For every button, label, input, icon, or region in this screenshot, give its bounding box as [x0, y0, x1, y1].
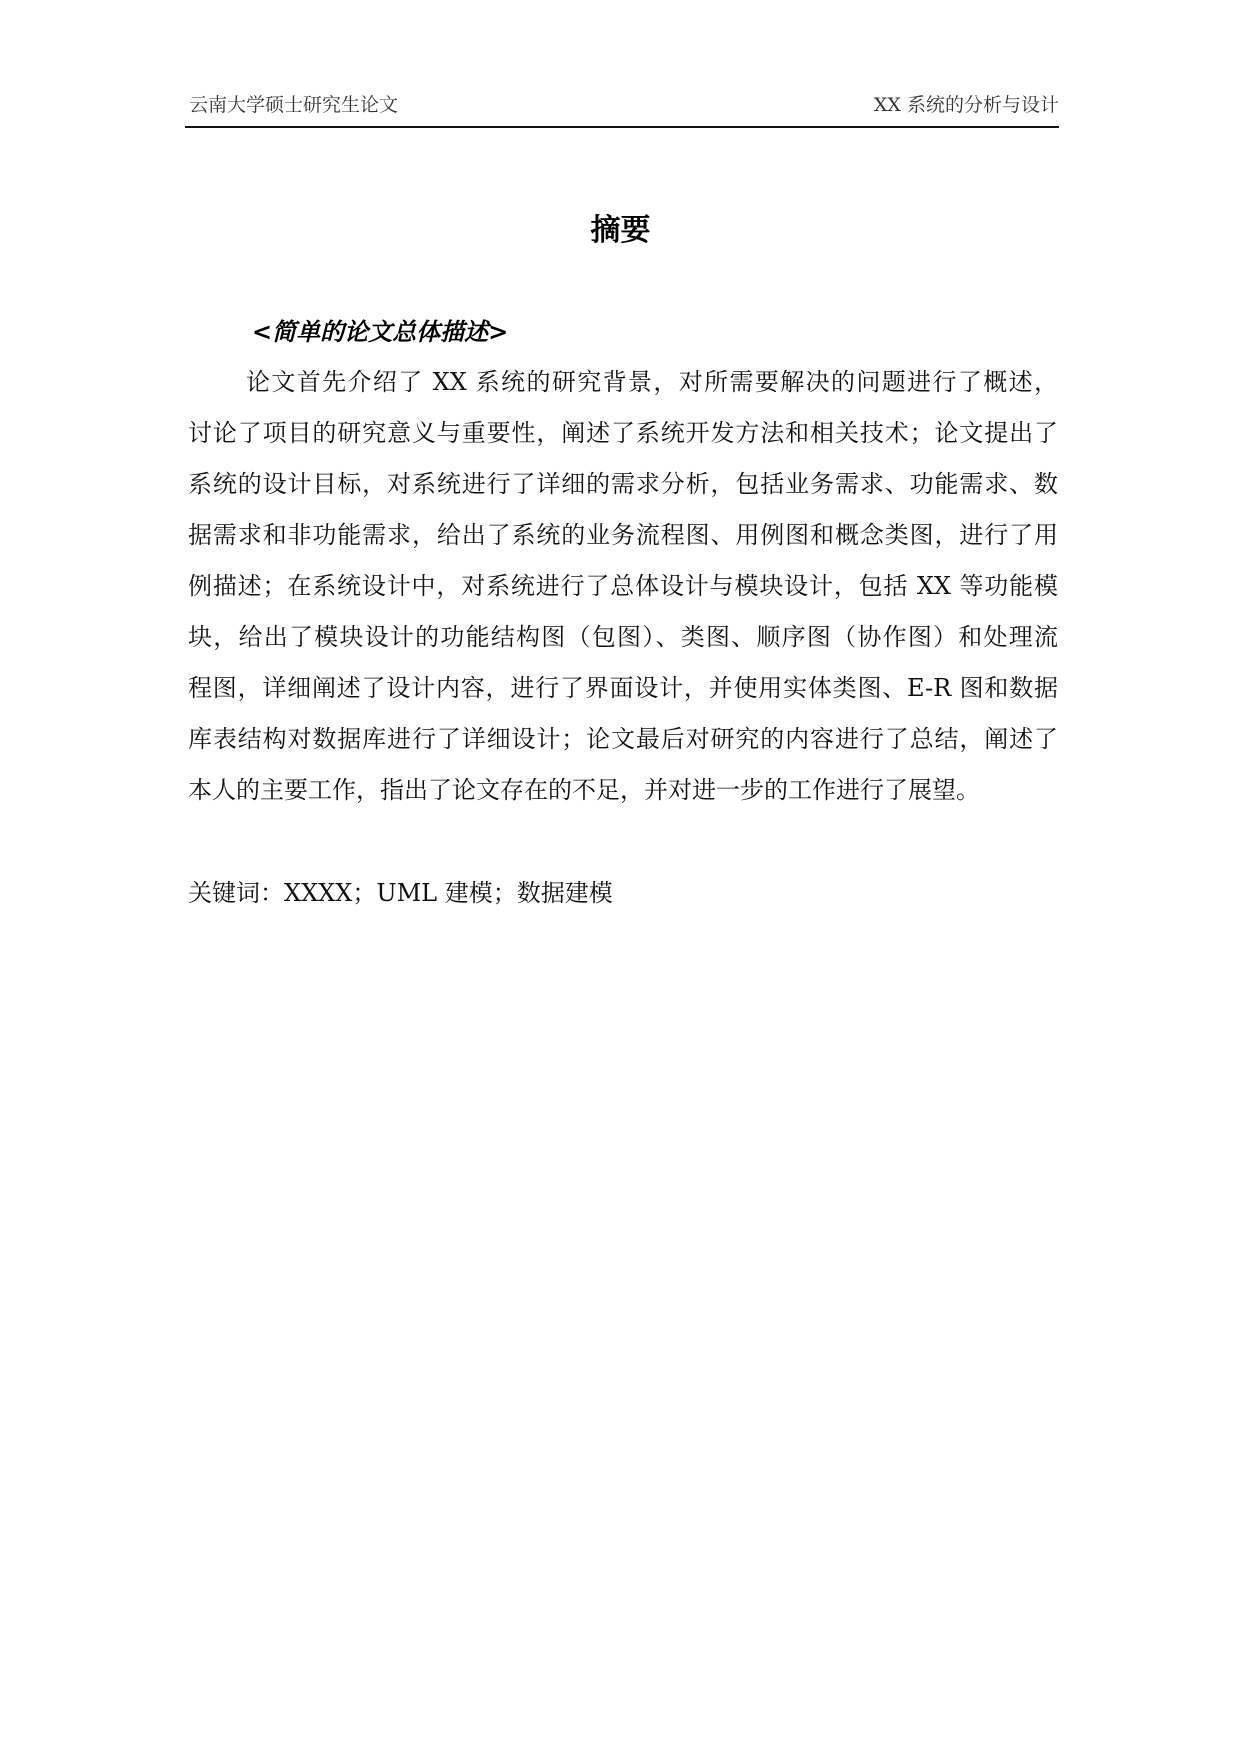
header-university: 云南大学硕士研究生论文	[189, 94, 399, 116]
abstract-intro: <简单的论文总体描述>	[252, 317, 509, 346]
header-thesis-title: XX 系统的分析与设计	[873, 94, 1059, 116]
page-header	[185, 86, 1059, 128]
abstract-line: 例描述；在系统设计中，对系统进行了总体设计与模块设计，包括 XX 等功能模	[188, 572, 1058, 600]
abstract-line: 论文首先介绍了 XX 系统的研究背景，对所需要解决的问题进行了概述，	[246, 368, 1058, 396]
abstract-line: 讨论了项目的研究意义与重要性，阐述了系统开发方法和相关技术；论文提出了	[188, 419, 1058, 447]
abstract-line: 程图，详细阐述了设计内容，进行了界面设计，并使用实体类图、E-R 图和数据	[188, 674, 1058, 702]
keywords-line: 关键词：XXXX；UML 建模；数据建模	[188, 879, 613, 907]
abstract-line: 本人的主要工作，指出了论文存在的不足，并对进一步的工作进行了展望。	[188, 776, 980, 804]
abstract-line: 块，给出了模块设计的功能结构图（包图）、类图、顺序图（协作图）和处理流	[188, 623, 1058, 651]
abstract-body	[188, 357, 1058, 816]
abstract-line: 库表结构对数据库进行了详细设计；论文最后对研究的内容进行了总结，阐述了	[188, 725, 1058, 753]
page-title: 摘要	[590, 213, 651, 248]
abstract-line: 系统的设计目标，对系统进行了详细的需求分析，包括业务需求、功能需求、数	[188, 470, 1058, 498]
abstract-line: 据需求和非功能需求，给出了系统的业务流程图、用例图和概念类图，进行了用	[188, 521, 1058, 549]
